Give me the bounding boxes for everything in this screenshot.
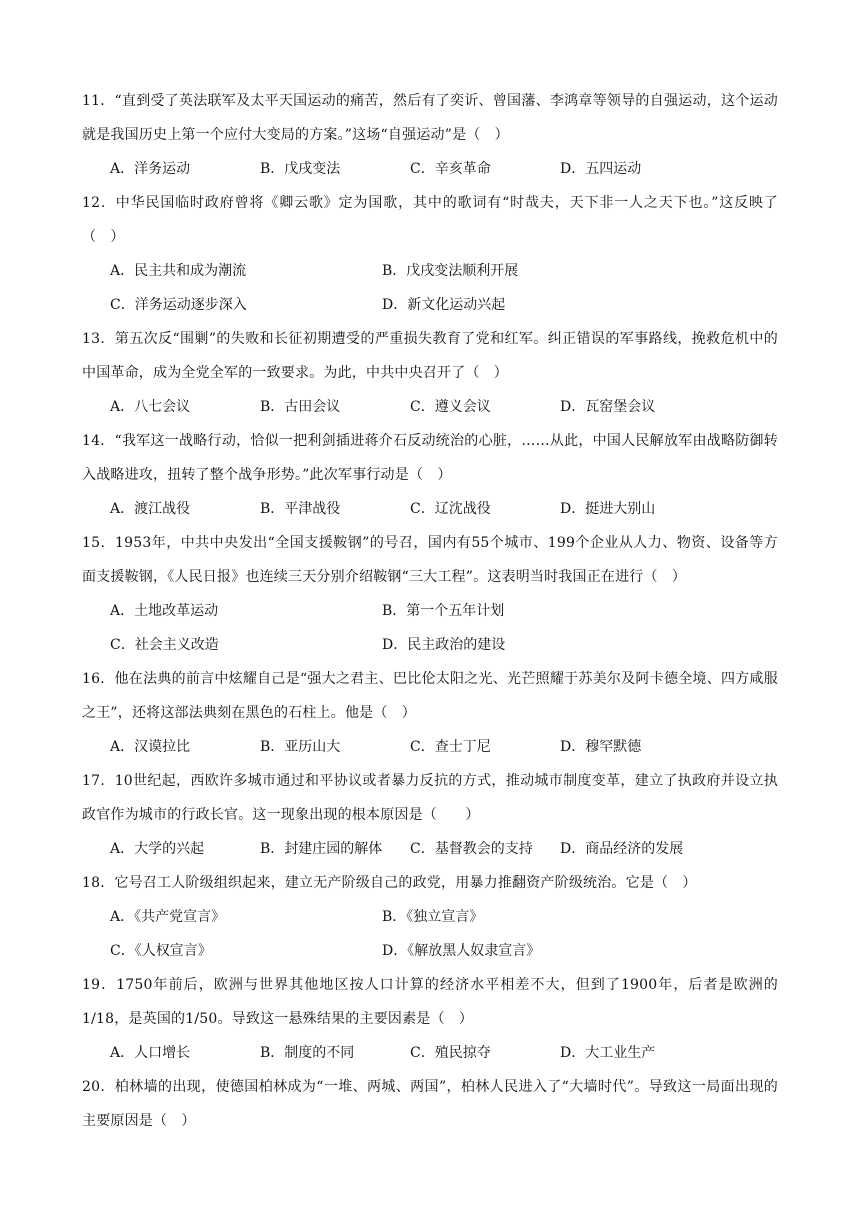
answer-options-row-2 — [82, 934, 778, 968]
question-text: 10世纪起，西欧许多城市通过和平协议或者暴力反抗的方式，推动城市制度变革，建立了执政府并设立执政官作为城市的行政长官。这一现象出现的根本原因是（ ） — [82, 773, 778, 823]
question-number: 17． — [82, 773, 115, 789]
option-c[interactable]: C．辽沈战役 — [410, 501, 491, 517]
question-text: 柏林墙的出现，使德国柏林成为“一堆、两城、两国”，柏林人民进入了“大墙时代”。导致这一局面出现的主要原因是（ ） — [82, 1079, 778, 1129]
question-number: 15． — [82, 535, 115, 551]
option-a[interactable]: A．八七会议 — [110, 399, 191, 415]
question-stem — [82, 1070, 778, 1138]
option-b[interactable]: B．平津战役 — [260, 501, 341, 517]
option-c[interactable]: C．洋务运动逐步深入 — [110, 297, 247, 313]
option-a[interactable]: A．土地改革运动 — [110, 603, 219, 619]
question-18 — [82, 866, 778, 968]
option-b[interactable]: B．戊戌变法顺利开展 — [382, 263, 519, 279]
option-d[interactable]: D．瓦窑堡会议 — [560, 399, 656, 415]
answer-options-row-1 — [82, 254, 778, 288]
question-stem — [82, 84, 778, 152]
answer-options — [82, 492, 778, 526]
option-a[interactable]: A．汉谟拉比 — [110, 739, 191, 755]
question-number: 16． — [82, 671, 115, 687]
answer-options — [82, 730, 778, 764]
question-13 — [82, 322, 778, 424]
question-stem — [82, 424, 778, 492]
question-15 — [82, 526, 778, 662]
option-c[interactable]: C．《人权宣言》 — [110, 943, 212, 959]
question-number: 11． — [82, 93, 115, 109]
question-number: 12． — [82, 195, 116, 211]
option-a[interactable]: A．《共产党宣言》 — [110, 909, 226, 925]
question-text: 他在法典的前言中炫耀自己是“强大之君主、巴比伦太阳之光、光芒照耀于苏美尔及阿卡德全境、四方咸服之王”，还将这部法典刻在黑色的石柱上。他是（ ） — [82, 671, 778, 721]
question-12 — [82, 186, 778, 322]
option-d[interactable]: D．《解放黑人奴隶宣言》 — [382, 943, 541, 959]
question-text: 1750年前后，欧洲与世界其他地区按人口计算的经济水平相差不大，但到了1900年，后者是欧洲的1/18，是英国的1/50。导致这一悬殊结果的主要因素是（ ） — [82, 977, 779, 1027]
option-d[interactable]: D．商品经济的发展 — [560, 841, 684, 857]
question-14 — [82, 424, 778, 526]
option-c[interactable]: C．辛亥革命 — [410, 161, 491, 177]
option-b[interactable]: B．古田会议 — [260, 399, 341, 415]
option-c[interactable]: C．查士丁尼 — [410, 739, 491, 755]
question-number: 14． — [82, 433, 115, 449]
option-a[interactable]: A．渡江战役 — [110, 501, 191, 517]
option-a[interactable]: A．民主共和成为潮流 — [110, 263, 247, 279]
option-c[interactable]: C．基督教会的支持 — [410, 841, 533, 857]
question-20 — [82, 1070, 778, 1138]
option-d[interactable]: D．挺进大别山 — [560, 501, 656, 517]
question-stem — [82, 662, 778, 730]
question-text: 中华民国临时政府曾将《卿云歌》定为国歌，其中的歌词有“时哉夫，天下非一人之天下也。”这反映了（ ） — [82, 195, 779, 245]
answer-options-row-1 — [82, 594, 778, 628]
option-d[interactable]: D．新文化运动兴起 — [382, 297, 506, 313]
answer-options-row-1 — [82, 900, 778, 934]
option-d[interactable]: D．大工业生产 — [560, 1045, 656, 1061]
option-b[interactable]: B．亚历山大 — [260, 739, 341, 755]
question-text: 它号召工人阶级组织起来，建立无产阶级自己的政党，用暴力推翻资产阶级统治。它是（ ） — [114, 875, 697, 891]
question-text: “我军这一战略行动，恰似一把利剑插进蒋介石反动统治的心脏，……从此，中国人民解放军由战略防御转入战略进攻，扭转了整个战争形势。”此次军事行动是（ ） — [82, 433, 778, 483]
question-stem — [82, 526, 778, 594]
option-a[interactable]: A．洋务运动 — [110, 161, 191, 177]
question-number: 19． — [82, 977, 117, 993]
option-d[interactable]: D．民主政治的建设 — [382, 637, 506, 653]
option-c[interactable]: C．殖民掠夺 — [410, 1045, 491, 1061]
question-number: 13． — [82, 331, 115, 347]
option-d[interactable]: D．穆罕默德 — [560, 739, 642, 755]
question-text: “直到受了英法联军及太平天国运动的痛苦，然后有了奕䜣、曾国藩、李鸿章等领导的自强运动，这个运动就是我国历史上第一个应付大变局的方案。”这场“自强运动”是（ ） — [82, 93, 778, 143]
answer-options — [82, 390, 778, 424]
answer-options — [82, 152, 778, 186]
answer-options — [82, 1036, 778, 1070]
option-b[interactable]: B．第一个五年计划 — [382, 603, 505, 619]
option-d[interactable]: D．五四运动 — [560, 161, 642, 177]
question-11 — [82, 84, 778, 186]
answer-options-row-2 — [82, 628, 778, 662]
option-a[interactable]: A．人口增长 — [110, 1045, 191, 1061]
question-text: 第五次反“围剿”的失败和长征初期遭受的严重损失教育了党和红军。纠正错误的军事路线，挽救危机中的中国革命，成为全党全军的一致要求。为此，中共中央召开了（ ） — [82, 331, 778, 381]
question-stem — [82, 968, 778, 1036]
question-number: 18． — [82, 875, 115, 891]
answer-options-row-2 — [82, 288, 778, 322]
question-text: 1953年，中共中央发出“全国支援鞍钢”的号召，国内有55个城市、199个企业从人力、物资、设备等方面支援鞍钢，《人民日报》也连续三天分别介绍鞍钢“三大工程”。这表明当时我国正在进行（ ） — [82, 535, 778, 585]
question-number: 20． — [82, 1079, 115, 1095]
question-stem — [82, 322, 778, 390]
option-b[interactable]: B．制度的不同 — [260, 1045, 355, 1061]
question-stem — [82, 186, 778, 254]
question-16 — [82, 662, 778, 764]
answer-options — [82, 832, 778, 866]
option-c[interactable]: C．遵义会议 — [410, 399, 491, 415]
option-b[interactable]: B．封建庄园的解体 — [260, 841, 383, 857]
question-stem — [82, 866, 778, 900]
option-c[interactable]: C．社会主义改造 — [110, 637, 219, 653]
question-17 — [82, 764, 778, 866]
option-b[interactable]: B．戊戌变法 — [260, 161, 341, 177]
question-19 — [82, 968, 778, 1070]
question-stem — [82, 764, 778, 832]
option-a[interactable]: A．大学的兴起 — [110, 841, 205, 857]
option-b[interactable]: B．《独立宣言》 — [382, 909, 484, 925]
